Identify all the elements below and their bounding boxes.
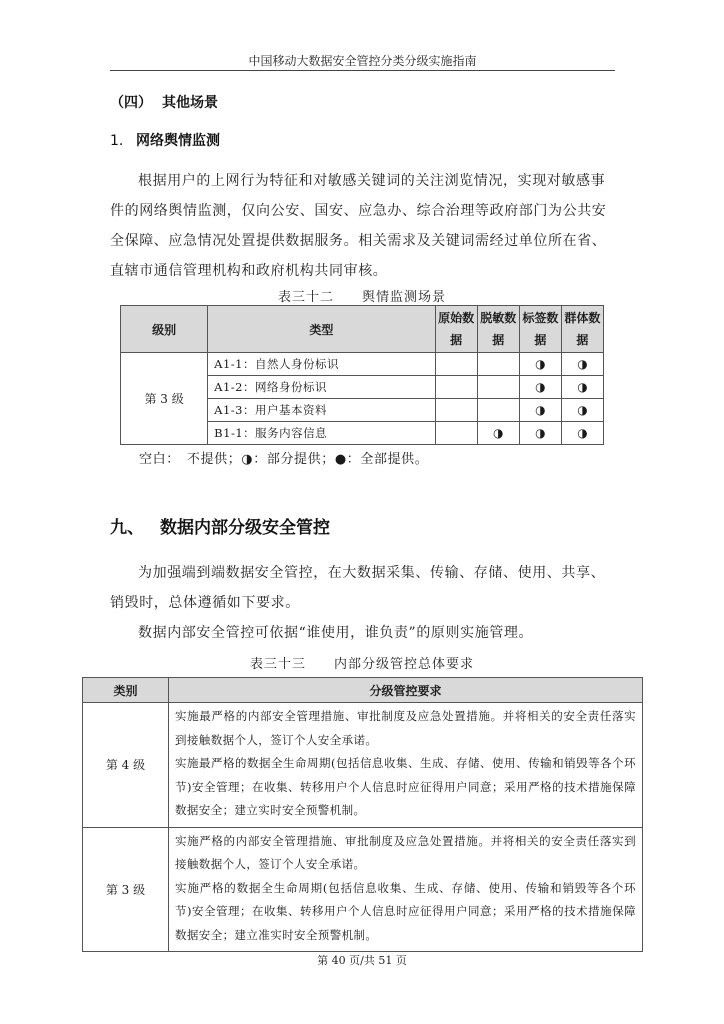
group-cell: ◑	[561, 399, 603, 422]
level-cell: 第 3 级	[83, 827, 169, 952]
header-category: 类别	[83, 678, 169, 703]
raw-cell	[435, 422, 477, 445]
table33-caption	[0, 653, 724, 672]
section-heading	[110, 513, 330, 538]
section-title: 数据内部分级安全管控	[160, 518, 330, 538]
header-rule	[110, 70, 615, 71]
raw-cell	[435, 353, 477, 376]
item-heading	[110, 130, 220, 150]
desensitized-cell	[477, 353, 519, 376]
table32-caption-num: 表三十二	[277, 290, 334, 305]
page-header: 中国移动大数据安全管控分类分级实施指南	[248, 54, 477, 68]
table-header-row	[83, 678, 643, 703]
table32-caption-title: 舆情监测场景	[362, 290, 447, 305]
subsection-label: （四）	[110, 95, 152, 111]
header-group: 群体数据	[561, 306, 603, 353]
subsection-heading	[110, 92, 218, 112]
opinion-monitoring-table	[120, 305, 604, 445]
table32-legend: 空白： 不提供；◑：部分提供；●：全部提供。	[139, 452, 429, 467]
paragraph-principle	[110, 618, 615, 648]
desensitized-cell	[477, 399, 519, 422]
item-title: 网络舆情监测	[136, 133, 220, 149]
header-type: 类型	[208, 306, 435, 353]
tag-cell: ◑	[519, 376, 561, 399]
level-cell: 第 4 级	[83, 703, 169, 828]
table-row	[83, 703, 643, 828]
header-tag: 标签数据	[519, 306, 561, 353]
header-raw: 原始数据	[435, 306, 477, 353]
page-footer: 第 40 页/共 51 页	[317, 954, 407, 967]
requirement-text: 实施最严格的内部安全管理措施、审批制度及应急处置措施。并将相关的安全责任落实到接触数据个人，签订个人安全承诺。	[175, 709, 636, 747]
header-desensitized: 脱敏数据	[477, 306, 519, 353]
requirement-text: 实施严格的数据全生命周期(包括信息收集、生成、存储、使用、传输和销毁等各个环节)安全管理；在收集、转移用户个人信息时应征得用户同意；采用严格的技术措施保障数据安全；建立准实时安全预警机制。	[175, 880, 636, 942]
tag-cell: ◑	[519, 422, 561, 445]
raw-cell	[435, 399, 477, 422]
tag-cell: ◑	[519, 399, 561, 422]
group-cell: ◑	[561, 353, 603, 376]
paragraph-text: 数据内部安全管控可依据“谁使用，谁负责”的原则实施管理。	[138, 625, 534, 641]
requirement-cell	[169, 827, 643, 952]
section-number: 九、	[110, 518, 144, 538]
desensitized-cell: ◑	[477, 422, 519, 445]
paragraph-opinion-monitoring	[110, 166, 615, 286]
group-cell: ◑	[561, 422, 603, 445]
item-label: 1.	[110, 133, 124, 149]
header-level: 级别	[121, 306, 208, 353]
table33-caption-title: 内部分级管控总体要求	[334, 657, 475, 672]
paragraph-intro	[110, 558, 615, 618]
requirement-text: 实施最严格的数据全生命周期(包括信息收集、生成、存储、使用、传输和销毁等各个环节)安全管理；在收集、转移用户个人信息时应征得用户同意；采用严格的技术措施保障数据安全；建立实时安全预警机制。	[175, 756, 636, 817]
level-cell: 第 3 级	[121, 353, 208, 445]
table-row	[83, 827, 643, 952]
table33-caption-num: 表三十三	[249, 657, 306, 672]
type-cell: A1-3：用户基本资料	[208, 399, 435, 422]
type-cell: A1-2：网络身份标识	[208, 376, 435, 399]
requirement-cell	[169, 703, 643, 828]
group-cell: ◑	[561, 376, 603, 399]
subsection-title: 其他场景	[162, 95, 218, 111]
table-header-row	[121, 306, 604, 353]
tag-cell: ◑	[519, 353, 561, 376]
paragraph-text: 为加强端到端数据安全管控，在大数据采集、传输、存储、使用、共享、销毁时，总体遵循如下要求。	[110, 565, 606, 611]
raw-cell	[435, 376, 477, 399]
type-cell: A1-1：自然人身份标识	[208, 353, 435, 376]
desensitized-cell	[477, 376, 519, 399]
table-row	[121, 353, 604, 376]
internal-control-table	[82, 677, 643, 952]
paragraph-text: 根据用户的上网行为特征和对敏感关键词的关注浏览情况，实现对敏感事件的网络舆情监测，仅向公安、国安、应急办、综合治理等政府部门为公共安全保障、应急情况处置提供数据服务。相关需求及关键词需经过单位所在省、直辖市通信管理机构和政府机构共同审核。	[110, 173, 607, 279]
requirement-text: 实施严格的内部安全管理措施、审批制度及应急处置措施。并将相关的安全责任落实到接触数据个人，签订个人安全承诺。	[175, 833, 636, 871]
table32-caption	[0, 286, 724, 305]
type-cell: B1-1：服务内容信息	[208, 422, 435, 445]
header-requirements: 分级管控要求	[169, 678, 643, 703]
